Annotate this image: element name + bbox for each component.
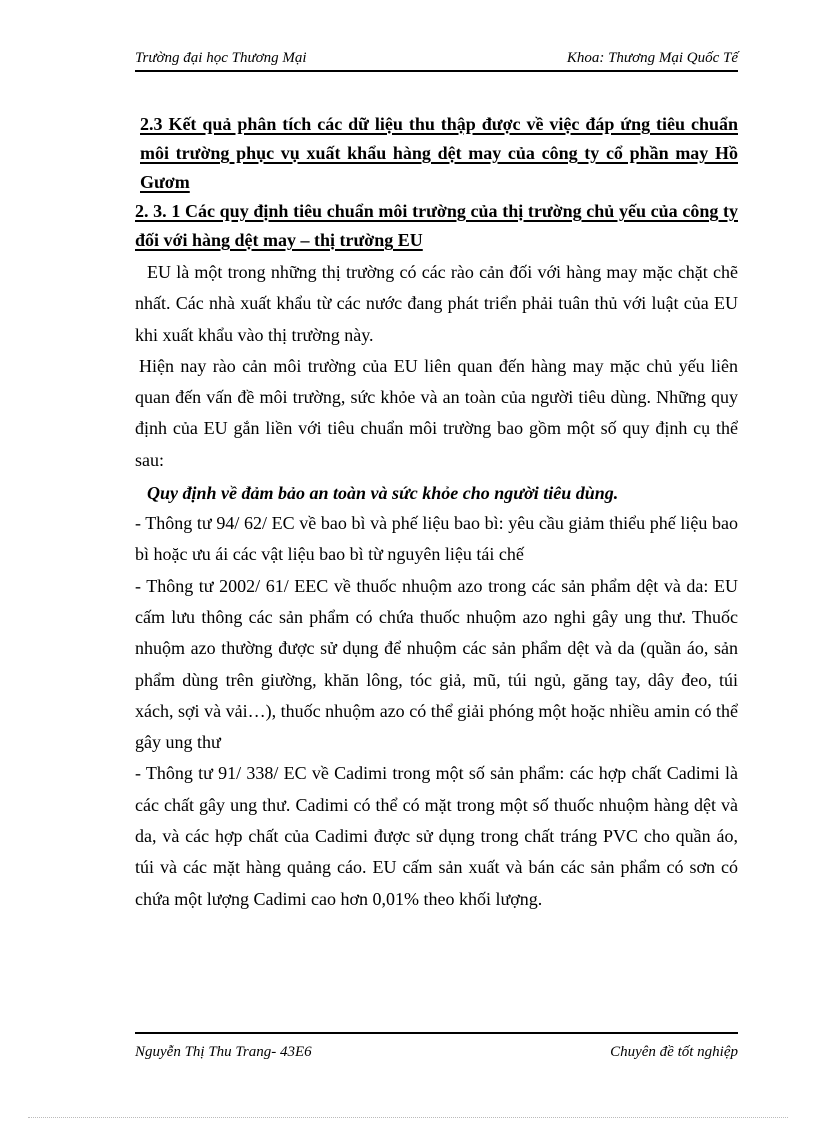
page-bottom-divider [28,1117,788,1118]
paragraph-eu-regulations: Hiện nay rào cản môi trường của EU liên quan đến hàng may mặc chủ yếu liên quan đến vấn đề môi trường, sức khỏe và an toàn của người tiêu dùng. Những quy định của EU gắn liền với tiêu chuẩn môi trường bao gồm một số quy định cụ thể sau: [135,355,738,470]
bullet-azo-directive: - Thông tư 2002/ 61/ EEC về thuốc nhuộm azo trong các sản phẩm dệt và da: EU cấm lưu thông các sản phẩm có chứa thuốc nhuộm azo nghi gây ung thư. Thuốc nhuộm azo thường được sử dụng để nhuộm các sản phẩm dệt và da (quần áo, sản phẩm dùng trên giường, khăn lông, tóc giả, mũ, túi ngủ, găng tay, dây đeo, túi xách, sợi và vải…), thuốc nhuộm azo có thể giải phóng một hoặc nhiều amin có thể gây ung thư [135,575,738,753]
header-university: Trường đại học Thương Mại [135,50,307,66]
subsection-heading: 2. 3. 1 Các quy định tiêu chuẩn môi trường của thị trường chủ yếu của công ty đối với hàng dệt may – thị trường EU [135,201,738,250]
footer-thesis-title: Chuyên đề tốt nghiệp [610,1044,738,1060]
header-faculty: Khoa: Thương Mại Quốc Tế [566,50,738,66]
page-header [135,48,738,72]
page-footer [135,1032,738,1064]
paragraph-eu-barriers: EU là một trong những thị trường có các rào cản đối với hàng may mặc chặt chẽ nhất. Các nhà xuất khẩu từ các nước đang phát triển phải tuân thủ với luật của EU khi xuất khẩu vào thị trường này. [135,262,738,345]
footer-author: Nguyễn Thị Thu Trang- 43E6 [135,1044,312,1060]
section-heading: 2.3 Kết quả phân tích các dữ liệu thu thập được về việc đáp ứng tiêu chuẩn môi trường phục vụ xuất khẩu hàng dệt may của công ty cổ phần may Hồ Gươm [140,114,738,192]
subtitle-consumer-safety: Quy định về đảm bảo an toàn và sức khỏe cho người tiêu dùng. [147,483,619,504]
page-body [135,110,738,915]
bullet-cadmium-directive: - Thông tư 91/ 338/ EC về Cadimi trong một số sản phẩm: các hợp chất Cadimi là các chất gây ung thư. Cadimi có thể có mặt trong một số thuốc nhuộm hàng dệt và da, và các hợp chất của Cadimi được sử dụng trong chất tráng PVC cho quần áo, túi và các mặt hàng quảng cáo. EU cấm sản xuất và bán các sản phẩm có sơn có chứa một lượng Cadimi cao hơn 0,01% theo khối lượng. [135,763,738,909]
bullet-packaging-directive: - Thông tư 94/ 62/ EC về bao bì và phế liệu bao bì: yêu cầu giảm thiểu phế liệu bao bì hoặc ưu ái các vật liệu bao bì từ nguyên liệu tái chế [135,513,738,565]
